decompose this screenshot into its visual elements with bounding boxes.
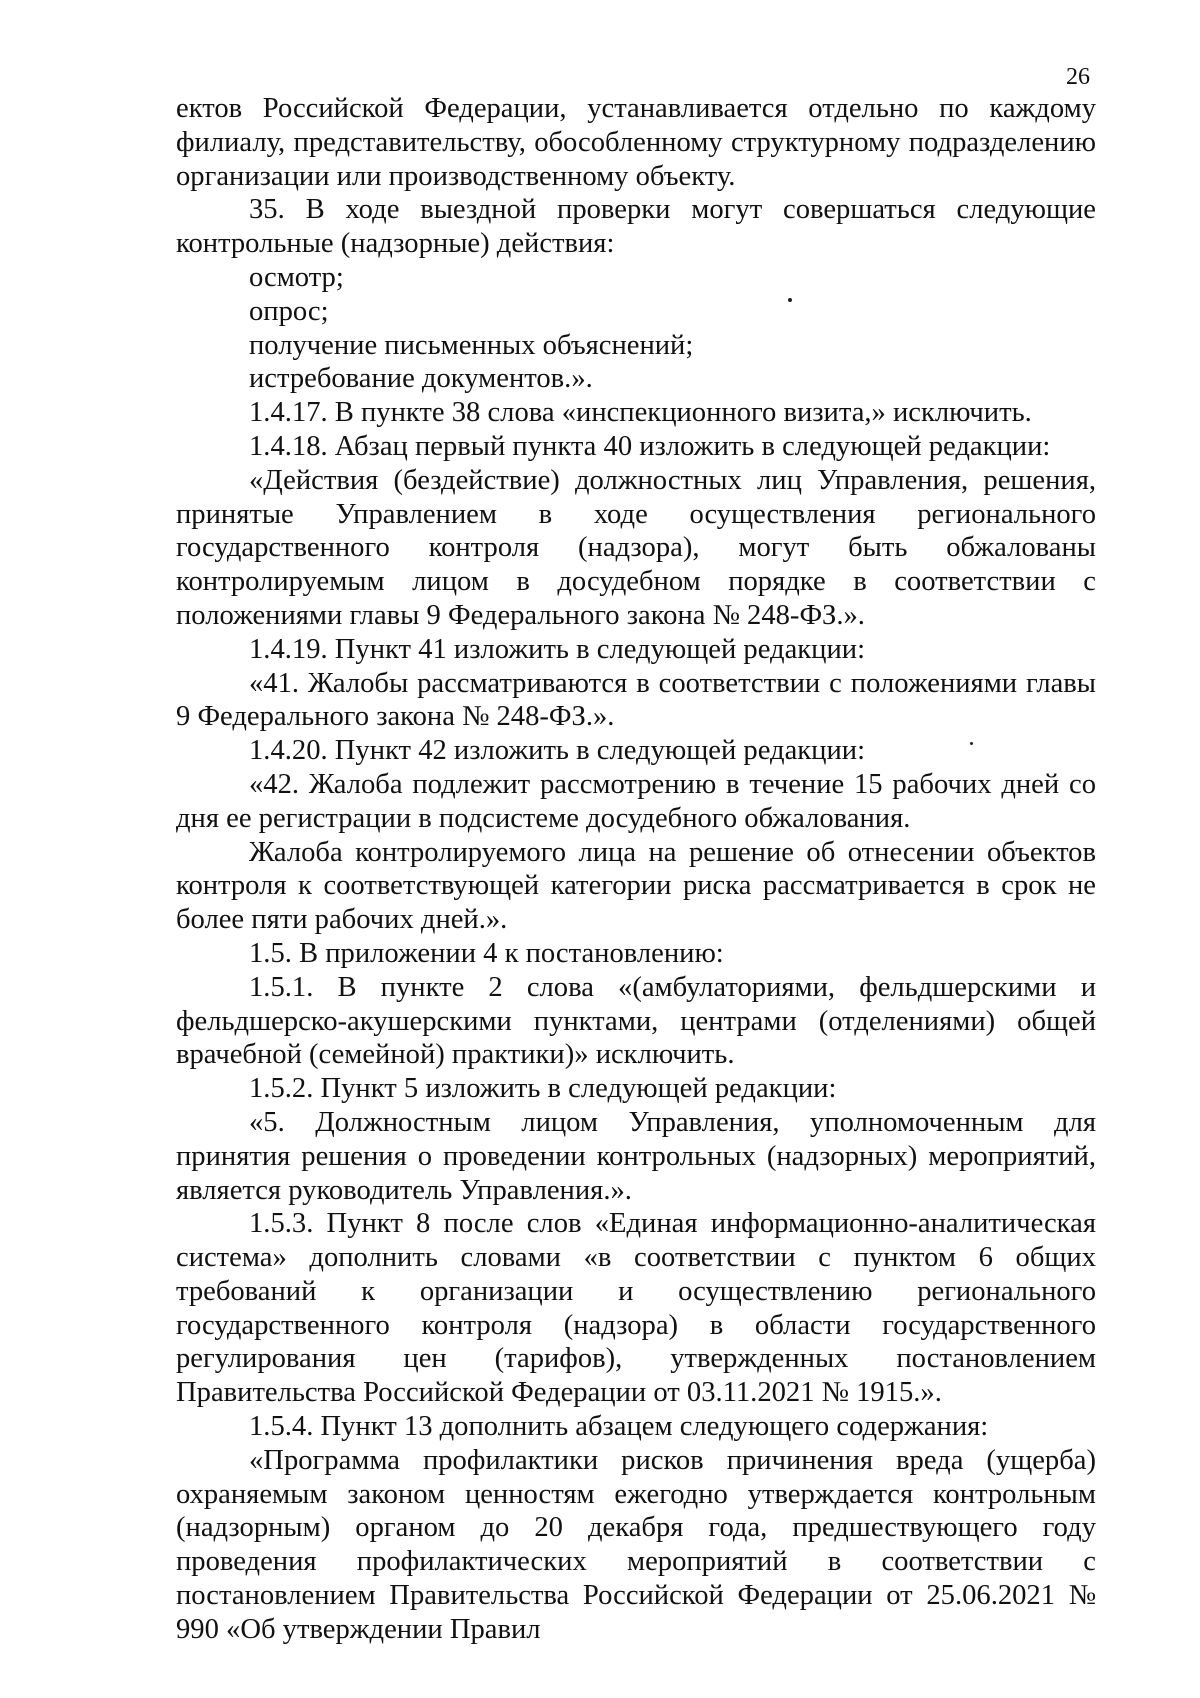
list-item: опрос;	[249, 295, 329, 327]
paragraph: 1.5. В приложении 4 к постановлению:	[249, 937, 724, 969]
paragraph: 1.5.2. Пункт 5 изложить в следующей редакции:	[249, 1073, 837, 1105]
paragraph: «42. Жалоба подлежит рассмотрению в течение 15 рабочих дней со дня ее регистрации в подсистеме досудебного обжалования.	[176, 768, 1096, 834]
paragraph: 1.5.4. Пункт 13 дополнить абзацем следующего содержания:	[249, 1411, 989, 1443]
paragraph: «Действия (бездействие) должностных лиц Управления, решения, принятые Управлением в ходе осуществления регионального государственного контроля (надзора), могут быть обжалованы контролируемым лицом в досудебном порядке в соответствии с положениями главы 9 Федерального закона № 248-ФЗ.».	[176, 464, 1096, 631]
paragraph: ектов Российской Федерации, устанавливается отдельно по каждому филиалу, представительству, обособленному структурному подразделению организации или производственному объекту.	[176, 93, 1096, 192]
paragraph: 1.4.18. Абзац первый пункта 40 изложить в следующей редакции:	[249, 430, 1051, 462]
paragraph: 1.4.19. Пункт 41 изложить в следующей редакции:	[249, 633, 866, 665]
paragraph: «Программа профилактики рисков причинения вреда (ущерба) охраняемым законом ценностям ежегодно утверждается контрольным (надзорным) органом до 20 декабря года, предшествующего году проведения профилактических мероприятий в соответствии с постановлением Правительства Российской Федерации от 25.06.2021 № 990 «Об утверждении Правил	[176, 1444, 1096, 1645]
paragraph: «41. Жалобы рассматриваются в соответствии с положениями главы 9 Федерального закона № 248-ФЗ.».	[176, 667, 1096, 733]
document-body	[176, 92, 1096, 1647]
paragraph: 1.4.17. В пункте 38 слова «инспекционного визита,» исключить.	[249, 397, 1032, 429]
page-number: 26	[1066, 64, 1090, 90]
paragraph: 1.5.3. Пункт 8 после слов «Единая информационно-аналитическая система» дополнить словами «в соответствии с пунктом 6 общих требований к организации и осуществлению регионального государственного контроля (надзора) в области государственного регулирования цен (тарифов), утвержденных постановлением Правительства Российской Федерации от 03.11.2021 № 1915.».	[176, 1208, 1096, 1409]
scan-speck	[970, 742, 973, 745]
list-item: получение письменных объяснений;	[249, 329, 694, 361]
list-item: истребование документов.».	[249, 363, 593, 395]
list-item: осмотр;	[249, 261, 344, 293]
paragraph: 1.4.20. Пункт 42 изложить в следующей редакции:	[249, 735, 866, 767]
paragraph: 35. В ходе выездной проверки могут совершаться следующие контрольные (надзорные) действия:	[176, 194, 1096, 260]
paragraph: 1.5.1. В пункте 2 слова «(амбулаториями, фельдшерскими и фельдшерско-акушерскими пунктами, центрами (отделениями) общей врачебной (семейной) практики)» исключить.	[176, 971, 1096, 1071]
paragraph: Жалоба контролируемого лица на решение об отнесении объектов контроля к соответствующей категории риска рассматривается в срок не более пяти рабочих дней.».	[176, 836, 1096, 936]
scan-speck	[788, 298, 792, 302]
paragraph: «5. Должностным лицом Управления, уполномоченным для принятия решения о проведении контрольных (надзорных) мероприятий, является руководитель Управления.».	[176, 1106, 1096, 1206]
